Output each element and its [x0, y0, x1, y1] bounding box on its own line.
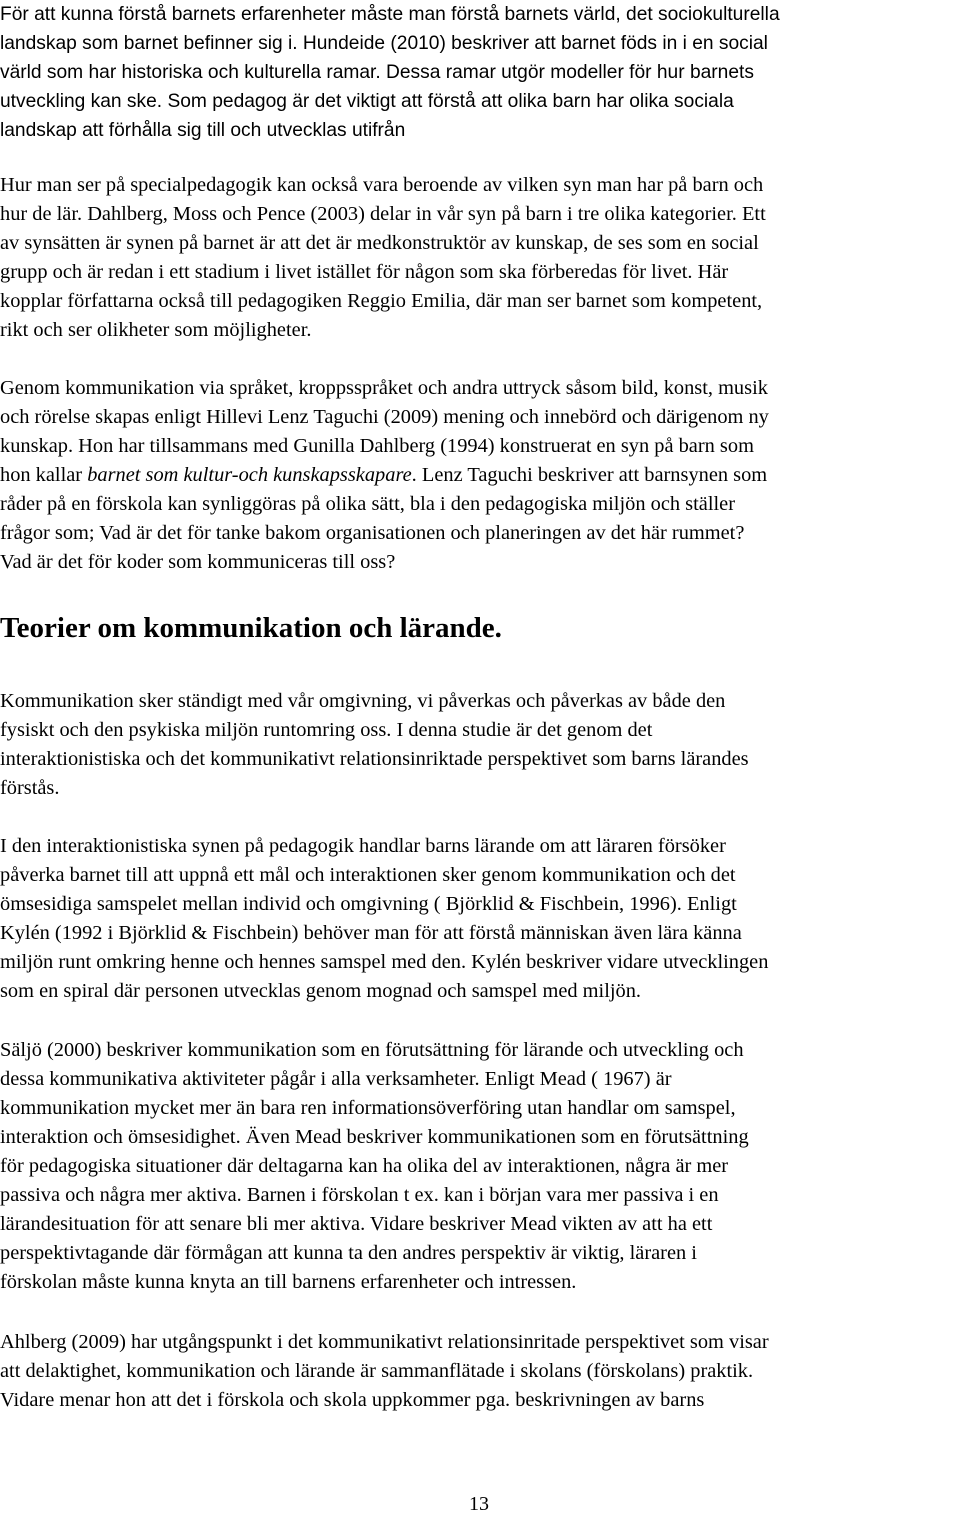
text-line: [0, 1152, 958, 1181]
text-line: [0, 403, 958, 432]
text-line: [0, 1181, 958, 1210]
text-run: lärandesituation för att senare bli mer aktiva. Vidare beskriver Mead vikten av att ha ett: [0, 1213, 713, 1235]
text-line: [0, 716, 958, 745]
text-run: för pedagogiska situationer där deltagarna kan ha olika del av interaktionen, några är mer: [0, 1155, 729, 1177]
text-run: perspektivtagande där förmågan att kunna ta den andres perspektiv är viktig, läraren i: [0, 1242, 697, 1264]
text-line: [0, 832, 958, 861]
text-run: För att kunna förstå barnets erfarenheter måste man förstå barnets värld, det sociokulturella: [0, 4, 780, 25]
text-line: [0, 229, 958, 258]
text-run: grupp och är redan i ett stadium i livet istället för någon som ska förberedas för livet. Här: [0, 261, 729, 283]
text-line: [0, 374, 958, 403]
text-line: [0, 316, 958, 345]
text-run: utveckling kan ske. Som pedagog är det viktigt att förstå att olika barn har olika sociala: [0, 91, 734, 112]
text-run: dessa kommunikativa aktiviteter pågår i alla verksamheter. Enligt Mead ( 1967) är: [0, 1068, 672, 1090]
text-line: [0, 948, 958, 977]
text-run: Kylén (1992 i Björklid & Fischbein) behöver man för att förstå människan även lära känna: [0, 922, 742, 944]
text-run: kopplar författarna också till pedagogiken Reggio Emilia, där man ser barnet som kompetent,: [0, 290, 763, 312]
text-run: miljön runt omkring henne och hennes samspel med den. Kylén beskriver vidare utvecklingen: [0, 951, 769, 973]
text-line: [0, 0, 958, 29]
text-run: och rörelse skapas enligt Hillevi Lenz Taguchi (2009) mening och innebörd och därigenom ny: [0, 406, 769, 428]
text-line: [0, 919, 958, 948]
text-run: . Lenz Taguchi beskriver att barnsynen som: [411, 464, 768, 486]
text-line: [0, 258, 958, 287]
paragraph-communication-language: [0, 374, 958, 577]
text-run: ömsesidiga samspelet mellan individ och omgivning ( Björklid & Fischbein, 1996). Enligt: [0, 893, 737, 915]
paragraph-ahlberg: [0, 1328, 958, 1415]
text-line: [0, 1210, 958, 1239]
text-run: kunskap. Hon har tillsammans med Gunilla Dahlberg (1994) konstruerat en syn på barn som: [0, 435, 754, 457]
paragraph-sociocultural: [0, 0, 958, 145]
text-line: [0, 287, 958, 316]
text-run: Vad är det för koder som kommuniceras till oss?: [0, 551, 396, 573]
text-line: [0, 490, 958, 519]
paragraph-communication-environment: [0, 687, 958, 803]
text-run: fysiskt och den psykiska miljön runtomring oss. I denna studie är det genom det: [0, 719, 653, 741]
text-run: hur de lär. Dahlberg, Moss och Pence (2003) delar in vår syn på barn i tre olika kategorier. Ett: [0, 203, 766, 225]
text-run: förskolan måste kunna knyta an till barnens erfarenheter och intressen.: [0, 1271, 577, 1293]
text-line: [0, 1036, 958, 1065]
italic-term: barnet som kultur-och kunskapsskapare: [87, 464, 412, 486]
text-run: som en spiral där personen utvecklas genom mognad och samspel med miljön.: [0, 980, 642, 1002]
text-line: [0, 519, 958, 548]
text-run: påverka barnet till att uppnå ett mål och interaktionen sker genom kommunikation och det: [0, 864, 736, 886]
page-number: 13: [469, 1493, 489, 1515]
text-run: förstås.: [0, 777, 60, 799]
text-run: Ahlberg (2009) har utgångspunkt i det kommunikativt relationsinritade perspektivet som visar: [0, 1331, 769, 1353]
text-line: [0, 774, 958, 803]
text-line: [0, 890, 958, 919]
text-line: [0, 1065, 958, 1094]
text-run: I den interaktionistiska synen på pedagogik handlar barns lärande om att läraren försöker: [0, 835, 726, 857]
text-line: [0, 861, 958, 890]
text-line: [0, 116, 958, 145]
text-line: [0, 1123, 958, 1152]
paragraph-interactionist-view: [0, 832, 958, 1006]
text-line: [0, 548, 958, 577]
text-line: [0, 171, 958, 200]
text-run: råder på en förskola kan synliggöras på olika sätt, bla i den pedagogiska miljön och ställer: [0, 493, 735, 515]
text-line: [0, 977, 958, 1006]
text-line: [0, 432, 958, 461]
text-line: [0, 1268, 958, 1297]
text-run: Hur man ser på specialpedagogik kan också vara beroende av vilken syn man har på barn och: [0, 174, 764, 196]
text-line: [0, 1357, 958, 1386]
text-run: interaktionistiska och det kommunikativt relationsinriktade perspektivet som barns lärandes: [0, 748, 749, 770]
text-line: [0, 461, 958, 490]
text-run: kommunikation mycket mer än bara ren informationsöverföring utan handlar om samspel,: [0, 1097, 736, 1119]
text-line: [0, 200, 958, 229]
text-run: Vidare menar hon att det i förskola och skola uppkommer pga. beskrivningen av barns: [0, 1389, 705, 1411]
text-run: att delaktighet, kommunikation och lärande är sammanflätade i skolans (förskolans) praktik.: [0, 1360, 754, 1382]
text-run: värld som har historiska och kulturella ramar. Dessa ramar utgör modeller för hur barnets: [0, 62, 754, 83]
text-run: interaktion och ömsesidighet. Även Mead beskriver kommunikationen som en förutsättning: [0, 1126, 749, 1148]
text-run: landskap som barnet befinner sig i. Hundeide (2010) beskriver att barnet föds in i en social: [0, 33, 768, 54]
text-run: Kommunikation sker ständigt med vår omgivning, vi påverkas och påverkas av både den: [0, 690, 726, 712]
text-line: [0, 687, 958, 716]
text-run: Genom kommunikation via språket, kroppsspråket och andra uttryck såsom bild, konst, musik: [0, 377, 768, 399]
text-line: [0, 1094, 958, 1123]
text-line: [0, 58, 958, 87]
text-run: rikt och ser olikheter som möjligheter.: [0, 319, 312, 341]
text-line: [0, 1386, 958, 1415]
paragraph-saljo-mead: [0, 1036, 958, 1297]
text-line: [0, 1328, 958, 1357]
text-run: passiva och några mer aktiva. Barnen i förskolan t ex. kan i början vara mer passiva i en: [0, 1184, 719, 1206]
text-line: [0, 745, 958, 774]
text-line: [0, 1239, 958, 1268]
text-run: av synsätten är synen på barnet är att det är medkonstruktör av kunskap, de ses som en social: [0, 232, 759, 254]
text-run: Säljö (2000) beskriver kommunikation som en förutsättning för lärande och utveckling och: [0, 1039, 744, 1061]
text-run: landskap att förhålla sig till och utvecklas utifrån: [0, 120, 406, 141]
section-heading: Teorier om kommunikation och lärande.: [0, 612, 502, 644]
text-run: frågor som; Vad är det för tanke bakom organisationen och planeringen av det här rummet?: [0, 522, 745, 544]
paragraph-special-pedagogy: [0, 171, 958, 345]
text-line: [0, 29, 958, 58]
text-line: [0, 87, 958, 116]
text-run: hon kallar: [0, 464, 88, 486]
